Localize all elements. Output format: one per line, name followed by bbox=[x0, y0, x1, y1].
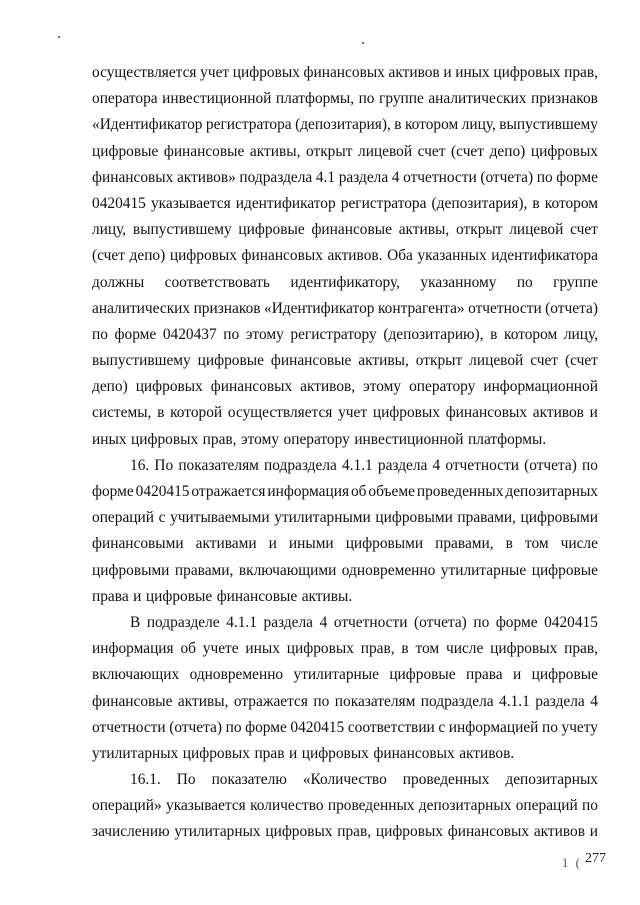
text-line: выпустившему цифровые финансовые активы, открыт лицевой счет (счет bbox=[92, 352, 598, 370]
text-line: (счет депо) цифровых финансовых активов. Оба указанных идентификатора bbox=[92, 247, 598, 265]
handwritten-mark: 1 ( bbox=[561, 855, 582, 870]
text-line: аналитических признаков «Идентификатор контрагента» отчетности (отчета) bbox=[92, 299, 598, 317]
text-line: «Идентификатор регистратора (депозитария), в котором лицу, выпустившему bbox=[92, 116, 598, 134]
text-line: оператора инвестиционной платформы, по группе аналитических признаков bbox=[92, 90, 598, 108]
text-line: финансовых активов» подраздела 4.1 раздела 4 отчетности (отчета) по форме bbox=[92, 168, 598, 186]
text-line: 16. По показателям подраздела 4.1.1 раздела 4 отчетности (отчета) по bbox=[130, 456, 598, 474]
text-line: финансовыми активами и иными цифровыми правами, в том числе bbox=[92, 535, 598, 553]
text-line: цифровыми правами, включающими одновременно утилитарные цифровые bbox=[92, 561, 598, 579]
text-line: по форме 0420437 по этому регистратору (депозитарию), в котором лицу, bbox=[92, 325, 598, 343]
text-line: 16.1. По показателю «Количество проведенных депозитарных bbox=[130, 771, 598, 789]
text-line: операций» указывается количество проведенных депозитарных операций по bbox=[92, 797, 598, 815]
text-line: В подразделе 4.1.1 раздела 4 отчетности (отчета) по форме 0420415 bbox=[130, 613, 598, 631]
text-line: лицу, выпустившему цифровые финансовые активы, открыт лицевой счет bbox=[92, 221, 598, 239]
text-line: информация об учете иных цифровых прав, в том числе цифровых прав, bbox=[92, 640, 598, 658]
text-line: включающих одновременно утилитарные цифровые права и цифровые bbox=[92, 666, 598, 684]
text-line: депо) цифровых финансовых активов, этому оператору информационной bbox=[92, 378, 598, 396]
scan-speck bbox=[58, 36, 60, 38]
text-line: права и цифровые финансовые активы. bbox=[92, 587, 353, 605]
scan-speck bbox=[362, 42, 364, 44]
text-line: финансовые активы, отражается по показателям подраздела 4.1.1 раздела 4 bbox=[92, 692, 598, 710]
text-line: цифровые финансовые активы, открыт лицевой счет (счет депо) цифровых bbox=[92, 142, 598, 160]
text-line: зачислению утилитарных цифровых прав, цифровых финансовых активов и bbox=[92, 823, 598, 841]
text-line: системы, в которой осуществляется учет цифровых финансовых активов и bbox=[92, 404, 598, 422]
text-line: утилитарных цифровых прав и цифровых финансовых активов. bbox=[92, 744, 515, 762]
page-number: 277 bbox=[585, 851, 606, 866]
text-line: 0420415 указывается идентификатор регистратора (депозитария), в котором bbox=[92, 194, 598, 212]
text-line: иных цифровых прав, этому оператору инвестиционной платформы. bbox=[92, 430, 547, 448]
text-line: операций с учитываемыми утилитарными цифровыми правами, цифровыми bbox=[92, 509, 598, 527]
text-line: форме 0420415 отражается информация об объеме проведенных депозитарных bbox=[92, 483, 598, 500]
text-line: должны соответствовать идентификатору, указанному по группе bbox=[92, 273, 598, 291]
text-line: осуществляется учет цифровых финансовых активов и иных цифровых прав, bbox=[92, 64, 598, 81]
text-line: отчетности (отчета) по форме 0420415 соответствии с информацией по учету bbox=[92, 718, 598, 736]
body-text bbox=[92, 60, 598, 846]
